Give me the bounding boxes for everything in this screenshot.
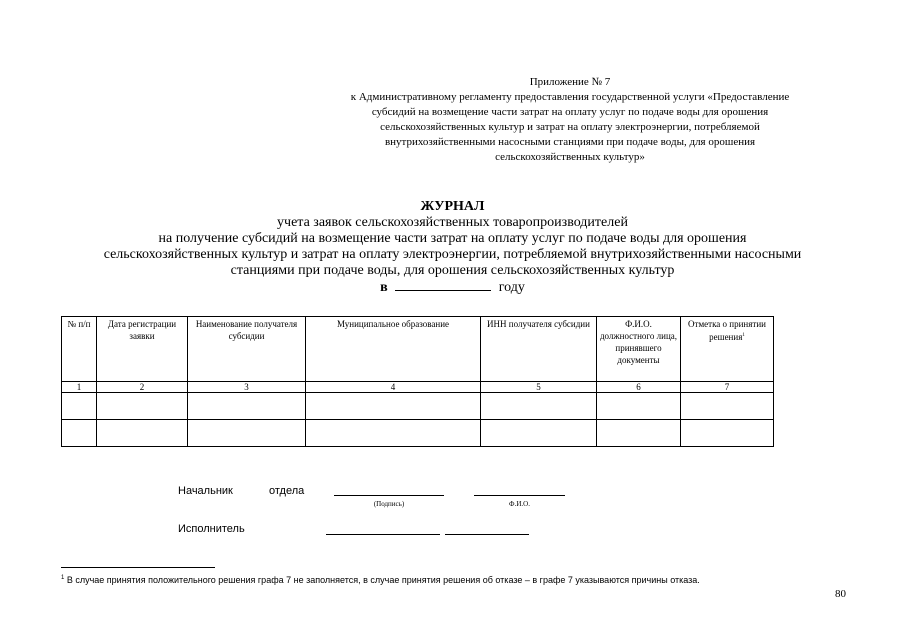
journal-subtitle-line: станциями при подаче воды, для орошения сельскохозяйственных культур [230,263,675,278]
appendix-line: сельскохозяйственных культур» [495,151,645,163]
executor-signature-line[interactable] [326,534,440,535]
column-header-municipality: Муниципальное образование [306,317,481,382]
column-header-official: Ф.И.О. должностного лица, принявшего документы [597,317,681,382]
chief-name-line[interactable] [474,495,565,496]
journal-table [61,316,774,447]
column-header-number: № п/п [62,317,97,382]
chief-label: Начальник [178,485,233,497]
appendix-header [300,75,840,165]
year-line [0,279,905,296]
table-row [62,393,774,420]
journal-subtitle-line: учета заявок сельскохозяйственных товаропроизводителей [277,215,628,230]
column-number: 7 [681,382,774,393]
column-number: 1 [62,382,97,393]
column-number: 6 [597,382,681,393]
table-cell[interactable] [597,393,681,420]
column-header-recipient: Наименование получателя субсидии [188,317,306,382]
journal-subtitle-line: на получение субсидий на возмещение части затрат на оплату услуг по подаче воды для орошения [158,231,747,246]
appendix-line: внутрихозяйственными насосными станциями при подаче воды, для орошения [384,136,756,148]
table-cell[interactable] [62,420,97,447]
footnote-mark: 1 [61,575,65,581]
column-number: 5 [481,382,597,393]
column-number: 3 [188,382,306,393]
column-header-decision [681,317,774,382]
executor-label: Исполнитель [178,523,245,535]
signature-caption: (Подпись) [373,500,405,508]
column-header-date: Дата регистрации заявки [97,317,188,382]
appendix-line: к Административному регламенту предоставления государственной услуги «Предоставление [350,91,790,103]
department-label: отдела [269,485,305,497]
appendix-line: сельскохозяйственных культур и затрат на оплату электроэнергии, потребляемой [380,121,760,133]
column-header-decision-label: Отметка о принятии решения [688,319,766,342]
table-cell[interactable] [97,420,188,447]
chief-signature-line[interactable] [334,495,444,496]
table-cell[interactable] [97,393,188,420]
journal-heading: ЖУРНАЛ [420,199,485,214]
table-cell[interactable] [481,393,597,420]
column-number: 2 [97,382,188,393]
name-caption: Ф.И.О. [509,500,530,508]
footnote-text: В случае принятия положительного решения графа 7 не заполняется, в случае принятия решения об отказе – в графе 7 указываются причины отказа. [64,575,700,585]
year-blank-field[interactable] [395,279,491,291]
table-cell[interactable] [597,420,681,447]
column-header-inn: ИНН получателя субсидии [481,317,597,382]
table-header-row [62,317,774,382]
year-prefix: в [380,280,388,295]
table-cell[interactable] [62,393,97,420]
table-cell[interactable] [188,393,306,420]
column-number: 4 [306,382,481,393]
table-cell[interactable] [306,420,481,447]
table-cell[interactable] [681,393,774,420]
journal-subtitle-line: сельскохозяйственных культур и затрат на оплату электроэнергии, потребляемой внутрихозяйственными насосными [103,247,802,262]
table-cell[interactable] [306,393,481,420]
table-cell[interactable] [481,420,597,447]
journal-title-block [0,198,905,296]
table-row [62,420,774,447]
year-suffix: году [498,280,525,295]
footnote [61,572,861,586]
footnote-mark: 1 [742,333,745,338]
footnote-divider [61,567,215,568]
executor-name-line[interactable] [445,534,529,535]
appendix-title: Приложение № 7 [529,76,611,88]
appendix-line: субсидий на возмещение части затрат на оплату услуг по подаче воды для орошения [371,106,769,118]
table-cell[interactable] [681,420,774,447]
table-cell[interactable] [188,420,306,447]
page-number: 80 [835,588,846,600]
table-numbering-row [62,382,774,393]
